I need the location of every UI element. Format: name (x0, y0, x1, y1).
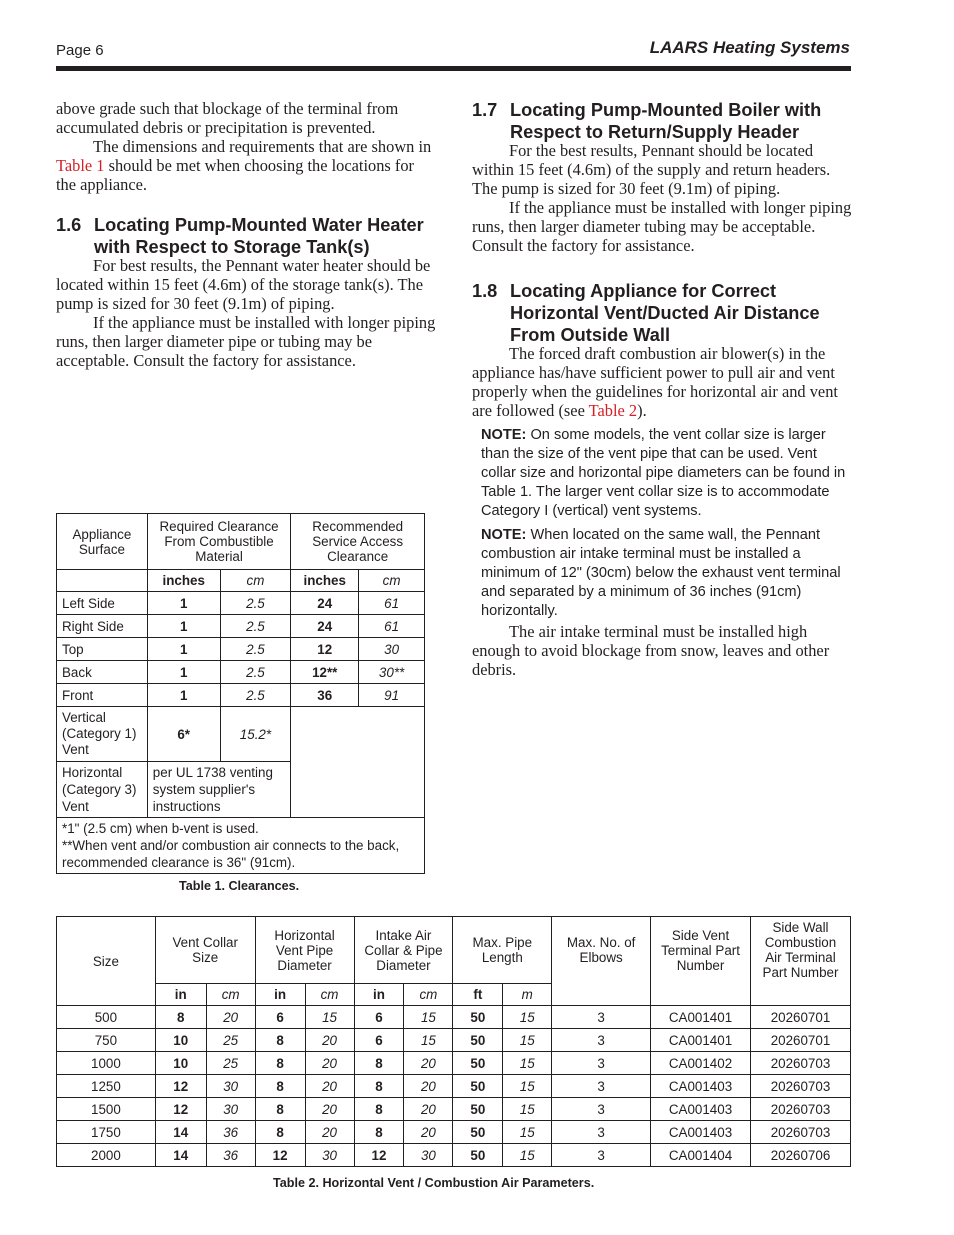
t2-cell-size: 2000 (57, 1144, 156, 1167)
t2-cell-mp-m: 15 (503, 1144, 552, 1167)
t1-horiz-text: per UL 1738 venting system supplier's instructions (147, 762, 291, 818)
t1-svc-in: 24 (291, 592, 359, 615)
t1-req-cm: 2.5 (220, 615, 291, 638)
t1-req-in: 1 (147, 638, 220, 661)
t2-cell-elb: 3 (552, 1144, 651, 1167)
t1-header-required: Required Clearance From Combustible Material (147, 514, 291, 570)
t2-cell-vc-cm: 25 (206, 1029, 255, 1052)
header-rule (56, 66, 851, 71)
t2-cell-ia-cm: 15 (404, 1029, 453, 1052)
section-1-6-p2: If the appliance must be installed with longer piping runs, then larger diameter pipe or tubing may be acceptable. Consult the factory for assistance. (56, 313, 436, 370)
t2-cell-hv-cm: 15 (305, 1006, 354, 1029)
t2-cell-mp-ft: 50 (453, 1075, 503, 1098)
t2-cell-hv-cm: 20 (305, 1121, 354, 1144)
t2-cell-hv-in: 12 (255, 1144, 305, 1167)
t1-header-service: Recommended Service Access Clearance (291, 514, 425, 570)
t1-surface: Back (57, 661, 148, 684)
table-row (57, 1144, 851, 1167)
t2-cell-vc-in: 14 (155, 1144, 206, 1167)
t2-cell-vc-cm: 30 (206, 1098, 255, 1121)
t2-cell-ia-cm: 20 (404, 1121, 453, 1144)
clearances-table (56, 513, 425, 874)
t2-unit-in-3: in (354, 984, 404, 1006)
t1-req-cm: 2.5 (220, 592, 291, 615)
t1-surface: Left Side (57, 592, 148, 615)
t2-cell-hv-in: 8 (255, 1029, 305, 1052)
t2-cell-ia-cm: 30 (404, 1144, 453, 1167)
t2-cell-mp-ft: 50 (453, 1144, 503, 1167)
t2-cell-vc-cm: 20 (206, 1006, 255, 1029)
t1-surface: Right Side (57, 615, 148, 638)
section-1-8-p1: The forced draft combustion air blower(s) in the appliance has/have sufficient power to pull air and vent properly when the guidelines for horizontal air and vent are followed (see Table 2). (472, 344, 838, 420)
t2-cell-size: 750 (57, 1029, 156, 1052)
t2-unit-ft: ft (453, 984, 503, 1006)
t2-cell-mp-m: 15 (503, 1098, 552, 1121)
t2-cell-svt: CA001404 (651, 1144, 751, 1167)
intro-paragraph-2: The dimensions and requirements that are shown in Table 1 should be met when choosing the locations for the appliance. (56, 137, 432, 194)
table-row (57, 707, 425, 762)
table-row (57, 661, 425, 684)
t2-unit-m: m (503, 984, 552, 1006)
t2-cell-hv-in: 8 (255, 1075, 305, 1098)
t2-unit-cm: cm (206, 984, 255, 1006)
t2-cell-svt: CA001403 (651, 1098, 751, 1121)
t2-cell-ia-in: 8 (354, 1121, 404, 1144)
t2-cell-svt: CA001403 (651, 1121, 751, 1144)
t2-cell-elb: 3 (552, 1098, 651, 1121)
t2-cell-elb: 3 (552, 1006, 651, 1029)
t2-cell-mp-ft: 50 (453, 1098, 503, 1121)
t2-unit-cm-2: cm (305, 984, 354, 1006)
t2-cell-swc: 20260703 (750, 1075, 850, 1098)
t1-footnotes (57, 818, 425, 874)
t2-cell-hv-cm: 20 (305, 1075, 354, 1098)
section-1-6-heading: 1.6 Locating Pump-Mounted Water Heater with Respect to Storage Tank(s) (56, 215, 424, 257)
section-1-8-p2: The air intake terminal must be installed high enough to avoid blockage from snow, leaves and other debris. (472, 622, 830, 679)
t1-blank-cell (291, 707, 425, 818)
t2-cell-vc-in: 10 (155, 1029, 206, 1052)
t1-vertical-vent: Vertical (Category 1) Vent (57, 707, 148, 762)
t2-cell-vc-cm: 25 (206, 1052, 255, 1075)
brand-header: LAARS Heating Systems (649, 38, 850, 57)
t2-cell-vc-in: 12 (155, 1075, 206, 1098)
t2-cell-mp-m: 15 (503, 1006, 552, 1029)
t2-cell-hv-cm: 20 (305, 1052, 354, 1075)
t2-cell-vc-cm: 36 (206, 1121, 255, 1144)
t2-cell-swc: 20260703 (750, 1052, 850, 1075)
table-row (57, 1098, 851, 1121)
t2-cell-mp-m: 15 (503, 1052, 552, 1075)
section-1-6-p1: For best results, the Pennant water heater should be located within 15 feet (4.6m) of the storage tank(s). The pump is sized for 30 feet (9.1m) of piping. (56, 256, 431, 313)
table-row (57, 1052, 851, 1075)
t2-cell-mp-ft: 50 (453, 1029, 503, 1052)
t1-svc-cm: 61 (359, 592, 425, 615)
right-column (472, 99, 854, 679)
t2-header-horiz-vent: Horizontal Vent Pipe Diameter (255, 917, 354, 984)
t2-cell-swc: 20260703 (750, 1121, 850, 1144)
section-1-7-p1: For the best results, Pennant should be located within 15 feet (4.6m) of the supply and return headers. The pump is sized for 30 feet (9.1m) of piping. (472, 141, 831, 198)
t2-cell-mp-ft: 50 (453, 1121, 503, 1144)
t2-cell-ia-in: 8 (354, 1098, 404, 1121)
t2-unit-cm-3: cm (404, 984, 453, 1006)
t2-unit-in-2: in (255, 984, 305, 1006)
t1-vert-in: 6* (147, 707, 220, 762)
t2-cell-size: 1750 (57, 1121, 156, 1144)
t2-cell-hv-cm: 20 (305, 1098, 354, 1121)
t2-cell-svt: CA001401 (651, 1006, 751, 1029)
t2-header-vent-collar: Vent Collar Size (155, 917, 255, 984)
t1-footnote-2: **When vent and/or combustion air connects to the back, recommended clearance is 36" (91cm). (62, 838, 400, 870)
t2-header-elbows: Max. No. of Elbows (552, 917, 651, 1006)
t2-cell-swc: 20260706 (750, 1144, 850, 1167)
table1-caption: Table 1. Clearances. (179, 879, 300, 893)
t1-horizontal-vent: Horizontal (Category 3) Vent (57, 762, 148, 818)
note-vent-collar: NOTE: On some models, the vent collar size is larger than the size of the vent pipe that can be used. Vent collar size and horizontal pipe diameters can be found in Table 1. The larger vent collar size is to accommodate Category I (vertical) vent systems. (481, 427, 846, 519)
t1-unit-cm: cm (220, 570, 291, 592)
t2-cell-hv-in: 8 (255, 1121, 305, 1144)
table-row (57, 1075, 851, 1098)
t2-cell-vc-in: 12 (155, 1098, 206, 1121)
t1-req-cm: 2.5 (220, 684, 291, 707)
t2-cell-swc: 20260701 (750, 1029, 850, 1052)
t2-header-side-wall: Side Wall Combustion Air Terminal Part Number (750, 917, 850, 1006)
t1-req-in: 1 (147, 592, 220, 615)
t2-cell-mp-m: 15 (503, 1121, 552, 1144)
t1-surface: Top (57, 638, 148, 661)
t1-req-in: 1 (147, 615, 220, 638)
t2-header-size: Size (57, 917, 156, 1006)
note-same-wall: NOTE: When located on the same wall, the Pennant combustion air intake terminal must be installed a minimum of 12" (30cm) below the exhaust vent terminal and separated by a minimum of 36 inches (91cm) horizontally. (481, 527, 841, 619)
t2-cell-elb: 3 (552, 1121, 651, 1144)
t2-cell-ia-in: 6 (354, 1029, 404, 1052)
table-row (57, 1029, 851, 1052)
t2-cell-elb: 3 (552, 1052, 651, 1075)
t2-cell-svt: CA001403 (651, 1075, 751, 1098)
t2-cell-vc-cm: 30 (206, 1075, 255, 1098)
t1-vert-cm: 15.2* (220, 707, 291, 762)
t2-cell-elb: 3 (552, 1029, 651, 1052)
t2-cell-hv-in: 6 (255, 1006, 305, 1029)
t2-header-side-vent: Side Vent Terminal Part Number (651, 917, 751, 1006)
t2-cell-mp-ft: 50 (453, 1006, 503, 1029)
t1-svc-cm: 30** (359, 661, 425, 684)
section-1-8-heading: 1.8 Locating Appliance for Correct Horizontal Vent/Ducted Air Distance From Outside Wall (472, 281, 820, 345)
t2-cell-hv-in: 8 (255, 1052, 305, 1075)
t2-cell-hv-in: 8 (255, 1098, 305, 1121)
t2-cell-swc: 20260703 (750, 1098, 850, 1121)
t1-svc-cm: 91 (359, 684, 425, 707)
t2-cell-size: 1500 (57, 1098, 156, 1121)
t2-cell-svt: CA001401 (651, 1029, 751, 1052)
t2-cell-hv-cm: 30 (305, 1144, 354, 1167)
t1-req-cm: 2.5 (220, 661, 291, 684)
table-row (57, 1006, 851, 1029)
t2-cell-mp-ft: 50 (453, 1052, 503, 1075)
t1-unit-inches: inches (147, 570, 220, 592)
t2-cell-vc-in: 10 (155, 1052, 206, 1075)
t2-cell-size: 1250 (57, 1075, 156, 1098)
t2-cell-ia-in: 8 (354, 1052, 404, 1075)
t2-cell-mp-m: 15 (503, 1029, 552, 1052)
t2-cell-size: 1000 (57, 1052, 156, 1075)
t2-cell-ia-in: 6 (354, 1006, 404, 1029)
t1-header-surface: Appliance Surface (57, 514, 148, 570)
t2-cell-hv-cm: 20 (305, 1029, 354, 1052)
section-1-7-heading: 1.7 Locating Pump-Mounted Boiler with Respect to Return/Supply Header (472, 100, 822, 142)
vent-parameters-table (56, 916, 851, 1167)
t2-cell-vc-in: 14 (155, 1121, 206, 1144)
t2-cell-ia-in: 12 (354, 1144, 404, 1167)
t2-cell-ia-cm: 15 (404, 1006, 453, 1029)
t1-req-in: 1 (147, 661, 220, 684)
t1-unit-cm-2: cm (359, 570, 425, 592)
t2-cell-ia-cm: 20 (404, 1052, 453, 1075)
t2-cell-svt: CA001402 (651, 1052, 751, 1075)
t1-svc-in: 12 (291, 638, 359, 661)
t1-svc-cm: 30 (359, 638, 425, 661)
t2-cell-ia-cm: 20 (404, 1098, 453, 1121)
t2-header-max-pipe: Max. Pipe Length (453, 917, 552, 984)
t2-unit-in: in (155, 984, 206, 1006)
page-number: Page 6 (56, 42, 104, 59)
t2-cell-ia-in: 8 (354, 1075, 404, 1098)
table2-caption: Table 2. Horizontal Vent / Combustion Air Parameters. (273, 1176, 595, 1190)
t2-cell-elb: 3 (552, 1075, 651, 1098)
intro-paragraph: above grade such that blockage of the terminal from accumulated debris or precipitation is prevented. (56, 99, 399, 137)
t1-req-in: 1 (147, 684, 220, 707)
t1-req-cm: 2.5 (220, 638, 291, 661)
table2-link[interactable]: Table 2 (588, 401, 638, 420)
t2-cell-swc: 20260701 (750, 1006, 850, 1029)
t2-cell-ia-cm: 20 (404, 1075, 453, 1098)
table-row (57, 638, 425, 661)
t1-unit-inches-2: inches (291, 570, 359, 592)
t2-cell-vc-cm: 36 (206, 1144, 255, 1167)
t2-cell-vc-in: 8 (155, 1006, 206, 1029)
t1-svc-cm: 61 (359, 615, 425, 638)
table1-link[interactable]: Table 1 (56, 156, 105, 175)
t1-svc-in: 36 (291, 684, 359, 707)
section-1-7-p2: If the appliance must be installed with longer piping runs, then larger diameter tubing may be acceptable. Consult the factory for assistance. (472, 198, 852, 255)
t1-svc-in: 12** (291, 661, 359, 684)
t2-header-intake: Intake Air Collar & Pipe Diameter (354, 917, 453, 984)
t1-footnote-1: *1" (2.5 cm) when b-vent is used. (62, 821, 259, 836)
table-row (57, 684, 425, 707)
t2-cell-mp-m: 15 (503, 1075, 552, 1098)
table-row (57, 1121, 851, 1144)
table-row (57, 592, 425, 615)
t1-unit-blank (57, 570, 148, 592)
t2-cell-size: 500 (57, 1006, 156, 1029)
table-row (57, 615, 425, 638)
t1-surface: Front (57, 684, 148, 707)
left-column (56, 99, 438, 370)
t1-svc-in: 24 (291, 615, 359, 638)
